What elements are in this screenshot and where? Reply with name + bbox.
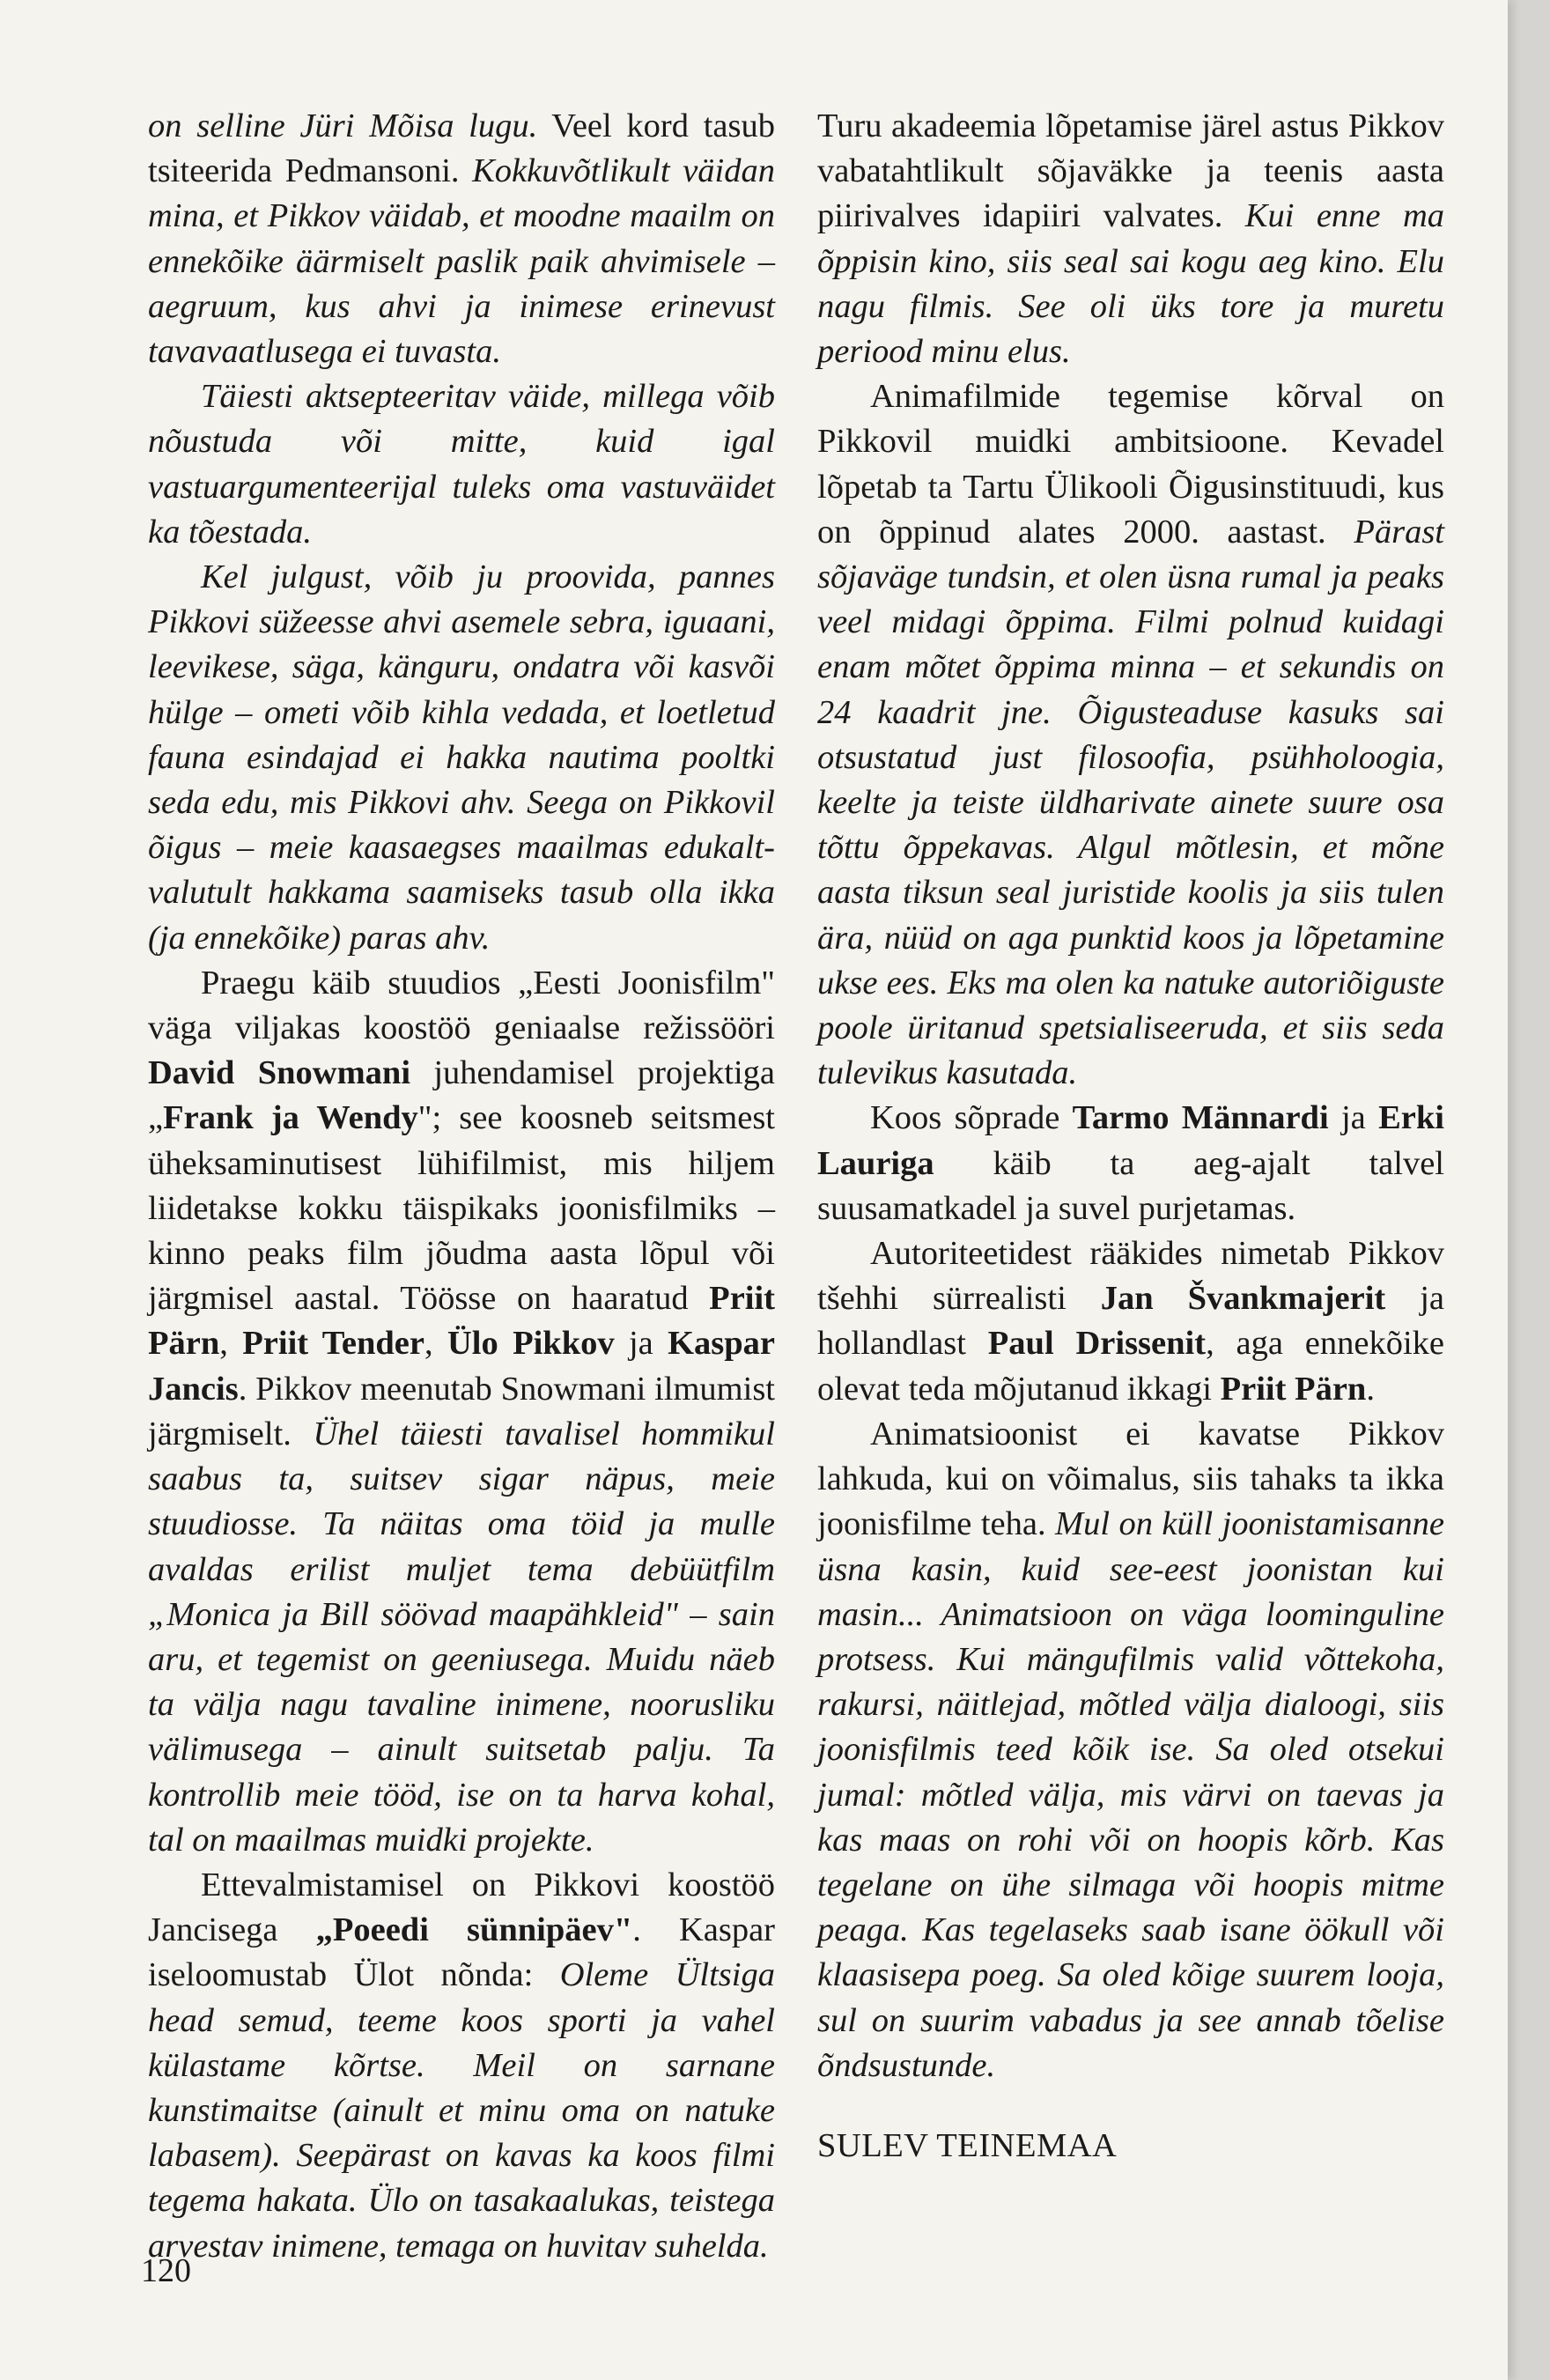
text: ja hollandlast: [817, 1280, 1444, 1363]
paragraph-left-5: [148, 1863, 775, 2269]
quote-italic: Pärast sõjaväge tundsin, et olen üsna rumal ja peaks veel midagi õppima. Filmi polnud kuidagi enam mõtet õppima minna – et sekundis on 24 kaadrit jne. Õigusteaduse kasuks sai otsustatud just filosoofia, psühholoogia, keelte ja teiste üldharivate ainete suure osa tõttu õppekavas. Algul mõtlesin, et mõne aasta tiksun seal juristide koolis ja siis tulen ära, nüüd on aga punktid koos ja lõpetamine ukse ees. Eks ma olen ka natuke autoriõiguste poole üritanud spetsialiseeruda, et siis seda tulevikus kasutada.: [817, 513, 1444, 1092]
paragraph-left-2: Täiesti aktsepteeritav väide, millega võib nõustuda või mitte, kuid igal vastuargumenteerijal tuleks oma vastuväidet ka tõestada.: [148, 378, 775, 551]
title-bold: „Poeedi sünnipäev": [315, 1911, 633, 1949]
title-bold: Frank ja Wendy: [163, 1099, 418, 1137]
name-bold: Tarmo Männardi: [1072, 1099, 1329, 1137]
text: Animatsioonist ei kavatse Pikkov lahkuda, kui on võimalus, siis tahaks ta ikka joonisfilme teha.: [817, 1415, 1444, 1543]
text: käib ta aeg-ajalt talvel suusamatkadel ja suvel purjetamas.: [817, 1144, 1444, 1227]
name-bold: Kaspar Jancis: [148, 1325, 776, 1408]
text-italic: Kokkuvõtlikult väidan mina, et Pikkov väidab, et moodne maailm on ennekõike äärmiselt paslik paik ahvimisele – aegruum, kus ahvi ja inimese erinevust tavavaatlusega ei tuvasta.: [148, 152, 775, 371]
text: juhendamisel projektiga „: [148, 1054, 776, 1137]
text: "; see koosneb seitsmest üheksaminutisest lühifilmist, mis hiljem liidetakse kokku täispikaks joonisfilmiks – kinno peaks film jõudma aasta lõpul või järgmisel aastal. Töösse on haaratud: [148, 1099, 775, 1318]
paragraph-left-4: [148, 961, 775, 1863]
page-number: 120: [141, 2252, 191, 2289]
quote-italic: Kui enne ma õppisin kino, siis seal sai kogu aeg kino. Elu nagu filmis. See oli üks tore ja muretu periood minu elus.: [817, 197, 1444, 371]
name-bold: Priit Tender: [242, 1325, 424, 1363]
text: . Pikkov meenutab Snowmani ilmumist järgmiselt.: [148, 1370, 775, 1452]
text: ,: [424, 1325, 447, 1363]
author-signature: SULEV TEINEMAA: [817, 2126, 1118, 2164]
text: ja: [614, 1325, 668, 1363]
text: .: [1366, 1370, 1375, 1408]
text-italic: on selline Jüri Mõisa lugu.: [148, 107, 538, 144]
paragraph-right-2: [817, 374, 1444, 1096]
paragraph-right-4: [817, 1231, 1444, 1412]
quote-italic: Ühel täiesti tavalisel hommikul saabus ta, suitsev sigar näpus, meie stuudiosse. Ta näitas oma töid ja mulle avaldas erilist muljet tema debüütfilm „Monica ja Bill söövad maapähkleid" – sain aru, et tegemist on geeniusega. Muidu näeb ta välja nagu tavaline inimene, noorusliku välimusega – ainult suitsetab palju. Ta kontrollib meie tööd, ise on ta harva kohal, tal on maailmas muidki projekte.: [148, 1415, 775, 1859]
text: Animafilmide tegemise kõrval on Pikkovil muidki ambitsioone. Kevadel lõpetab ta Tartu Ülikooli Õigusinstituudi, kus on õppinud alates 2000. aastast.: [817, 378, 1444, 551]
name-bold: Priit Pärn: [1220, 1370, 1367, 1408]
name-bold: Paul Drissenit: [987, 1325, 1207, 1363]
paragraph-right-1: [817, 104, 1444, 374]
name-bold: Ülo Pikkov: [447, 1325, 615, 1363]
text: Veel kord tasub tsiteerida Pedmansoni.: [148, 107, 775, 190]
text: Ettevalmistamisel on Pikkovi koostöö Jancisega: [148, 1866, 775, 1949]
text: Koos sõprade: [870, 1099, 1073, 1137]
text: Autoriteetidest rääkides nimetab Pikkov tšehhi sürrealisti: [817, 1235, 1444, 1318]
text: ,: [219, 1325, 243, 1363]
paragraph-right-5: [817, 1412, 1444, 2088]
name-bold: Erki Lauriga: [817, 1099, 1444, 1182]
left-column: [148, 104, 775, 2269]
text: , aga ennekõike olevat teda mõjutanud ikkagi: [817, 1325, 1444, 1408]
paragraph-right-3: [817, 1096, 1444, 1231]
name-bold: Jan Švankmajerit: [1100, 1280, 1386, 1318]
quote-italic: Oleme Ültsiga head semud, teeme koos sporti ja vahel külastame kõrtse. Meil on sarnane kunstimaitse (ainult et minu oma on natuke labasem). Seepärast on kavas ka koos filmi tegema hakata. Ülo on tasakaalukas, teistega arvestav inimene, temaga on huvitav suhelda.: [148, 1956, 775, 2265]
name-bold: Priit Pärn: [148, 1280, 775, 1363]
right-column: [817, 104, 1444, 2169]
text: ja: [1328, 1099, 1379, 1137]
text: Praegu käib stuudios „Eesti Joonisfilm" väga viljakas koostöö geniaalse režissööri: [148, 964, 775, 1047]
quote-italic: Mul on küll joonistamisanne üsna kasin, kuid see-eest joonistan kui masin... Animatsioon on väga loominguline protsess. Kui mängufilmis valid võttekoha, rakursi, näitlejad, mõtled välja dialoogi, siis joonisfilmis teed kõik ise. Sa oled otsekui jumal: mõtled välja, mis värvi on taevas ja kas maas on rohi või on hoopis kõrb. Kas tegelane on ühe silmaga või hoopis mitme peaga. Kas tegelaseks saab isane öökull või klaasisepa poeg. Sa oled kõige suurem looja, sul on suurim vabadus ja see annab tõelise õndsustunde.: [817, 1505, 1444, 2084]
name-bold: David Snowmani: [148, 1054, 411, 1092]
text: Turu akadeemia lõpetamise järel astus Pikkov vabatahtlikult sõjaväkke ja teenis aasta piirivalves idapiiri valvates.: [817, 107, 1444, 235]
paragraph-left-1: [148, 104, 775, 374]
text: . Kaspar iseloomustab Ülot nõnda:: [148, 1911, 775, 1994]
paragraph-left-3: Kel julgust, võib ju proovida, pannes Pikkovi süžeesse ahvi asemele sebra, iguaani, leevikese, säga, känguru, ondatra või kasvõi hülge – ometi võib kihla vedada, et loetletud fauna esindajad ei hakka nautima pooltki seda edu, mis Pikkovi ahv. Seega on Pikkovil õigus – meie kaasaegses maailmas edukalt-valutult hakkama saamiseks tasub olla ikka (ja ennekõike) paras ahv.: [148, 558, 775, 957]
